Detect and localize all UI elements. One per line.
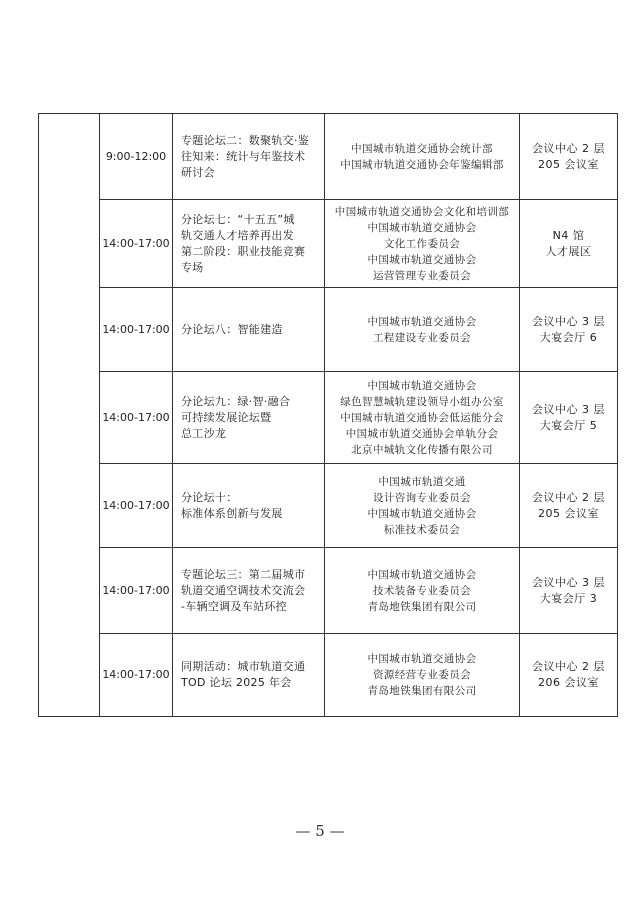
topic-line: 分论坛七：“十五五”城 (181, 212, 295, 226)
venue-cell (520, 288, 618, 372)
time-cell (100, 548, 173, 634)
time-cell (100, 634, 173, 717)
organizer-line: 中国城市轨道交通协会 (367, 653, 477, 665)
organizer-line: 中国城市轨道交通协会低运能分会 (340, 411, 504, 424)
organizer-line: 中国城市轨道交通协会 (367, 507, 477, 520)
organizer-cell (325, 200, 520, 288)
organizer-line: 中国城市轨道交通协会 (367, 221, 477, 234)
organizer-line: 北京中城轨文化传播有限公司 (351, 443, 493, 456)
topic-line: 第二阶段：职业技能竞赛 (181, 244, 306, 258)
topic-cell (173, 288, 325, 372)
organizer-cell (325, 634, 520, 717)
time-text: 9:00-12:00 (105, 149, 167, 163)
schedule-row (39, 288, 618, 372)
topic-cell (173, 464, 325, 548)
schedule-row (39, 464, 618, 548)
organizer-line: 中国城市轨道交通协会 (367, 568, 477, 581)
venue-line: 205 会议室 (538, 157, 599, 171)
organizer-line: 运营管理专业委员会 (372, 269, 472, 282)
time-cell (100, 464, 173, 548)
topic-line: TOD 论坛 2025 年会 (181, 676, 292, 689)
topic-line: 分论坛十： (181, 490, 238, 504)
schedule-row (39, 114, 618, 200)
venue-line: 大宴会厅 3 (539, 591, 598, 605)
organizer-line: 标准技术委员会 (383, 523, 461, 536)
venue-cell (520, 200, 618, 288)
organizer-cell (325, 548, 520, 634)
venue-line: 会议中心 3 层 (532, 402, 605, 416)
topic-line: 往知来：统计与年鉴技术 (181, 149, 306, 163)
time-text: 14:00-17:00 (102, 322, 170, 336)
topic-line: 总工沙龙 (181, 426, 227, 440)
time-text: 14:00-17:00 (102, 236, 170, 250)
organizer-line: 青岛地铁集团有限公司 (367, 685, 477, 697)
organizer-cell (325, 114, 520, 200)
organizer-line: 工程建设专业委员会 (372, 331, 472, 344)
venue-line: 大宴会厅 6 (539, 330, 598, 344)
topic-cell (173, 200, 325, 288)
organizer-line: 中国城市轨道交通协会 (367, 315, 477, 328)
topic-cell (173, 114, 325, 200)
topic-cell (173, 548, 325, 634)
venue-line: 大宴会厅 5 (539, 418, 598, 432)
schedule-row (39, 634, 618, 717)
topic-line: 专题论坛二：数聚轨交·鉴 (181, 133, 310, 147)
venue-line: 人才展区 (545, 244, 592, 258)
venue-line: 会议中心 2 层 (532, 490, 605, 504)
organizer-line: 绿色智慧城轨建设领导小组办公室 (340, 395, 504, 408)
time-cell (100, 114, 173, 200)
organizer-line: 中国城市轨道交通协会 (367, 379, 477, 392)
time-text: 14:00-17:00 (102, 668, 170, 681)
topic-line: 专场 (181, 260, 204, 274)
topic-line: 专题论坛三：第二届城市 (181, 567, 306, 581)
schedule-row (39, 200, 618, 288)
time-text: 14:00-17:00 (102, 498, 170, 512)
organizer-line: 中国城市轨道交通协会文化和培训部 (334, 205, 510, 218)
venue-line: 205 会议室 (538, 506, 599, 520)
venue-line: 会议中心 2 层 (532, 660, 605, 673)
venue-line: 会议中心 2 层 (532, 141, 605, 155)
venue-line: 会议中心 3 层 (532, 314, 605, 328)
organizer-line: 资源经营专业委员会 (372, 669, 472, 681)
organizer-line: 文化工作委员会 (383, 237, 461, 250)
venue-cell (520, 114, 618, 200)
topic-line: 标准体系创新与发展 (181, 506, 283, 520)
organizer-cell (325, 372, 520, 464)
organizer-line: 中国城市轨道交通协会单轨分会 (345, 427, 499, 440)
schedule-row (39, 372, 618, 464)
organizer-line: 设计咨询专业委员会 (372, 491, 472, 504)
organizer-cell (325, 288, 520, 372)
topic-line: 同期活动：城市轨道交通 (181, 660, 306, 673)
venue-line: N4 馆 (552, 228, 585, 242)
topic-cell (173, 372, 325, 464)
schedule-row (39, 548, 618, 634)
date-cell (39, 114, 100, 717)
topic-cell (173, 634, 325, 717)
time-text: 14:00-17:00 (102, 583, 170, 597)
time-text: 14:00-17:00 (102, 410, 170, 424)
organizer-line: 中国城市轨道交通协会年鉴编辑部 (340, 158, 504, 171)
venue-line: 会议中心 3 层 (532, 575, 605, 589)
time-cell (100, 288, 173, 372)
time-cell (100, 200, 173, 288)
organizer-line: 中国城市轨道交通 (378, 475, 466, 488)
venue-cell (520, 372, 618, 464)
page-number: — 5 — (295, 822, 345, 840)
topic-line: 轨交通人才培养再出发 (181, 228, 294, 242)
organizer-cell (325, 464, 520, 548)
venue-line: 206 会议室 (538, 676, 599, 689)
venue-cell (520, 464, 618, 548)
topic-line: 轨道交通空调技术交流会 (181, 583, 306, 597)
schedule-body (39, 114, 618, 717)
topic-line: 分论坛八：智能建造 (181, 322, 283, 336)
topic-line: 研讨会 (181, 165, 215, 179)
schedule-table (38, 113, 618, 717)
time-cell (100, 372, 173, 464)
organizer-line: 中国城市轨道交通协会 (367, 253, 477, 266)
topic-line: 分论坛九：绿·智·融合 (181, 394, 291, 408)
topic-line: -车辆空调及车站环控 (181, 599, 287, 613)
organizer-line: 技术装备专业委员会 (372, 584, 472, 597)
topic-line: 可持续发展论坛暨 (181, 410, 272, 424)
organizer-line: 中国城市轨道交通协会统计部 (351, 142, 493, 155)
venue-cell (520, 548, 618, 634)
organizer-line: 青岛地铁集团有限公司 (367, 600, 477, 613)
venue-cell (520, 634, 618, 717)
